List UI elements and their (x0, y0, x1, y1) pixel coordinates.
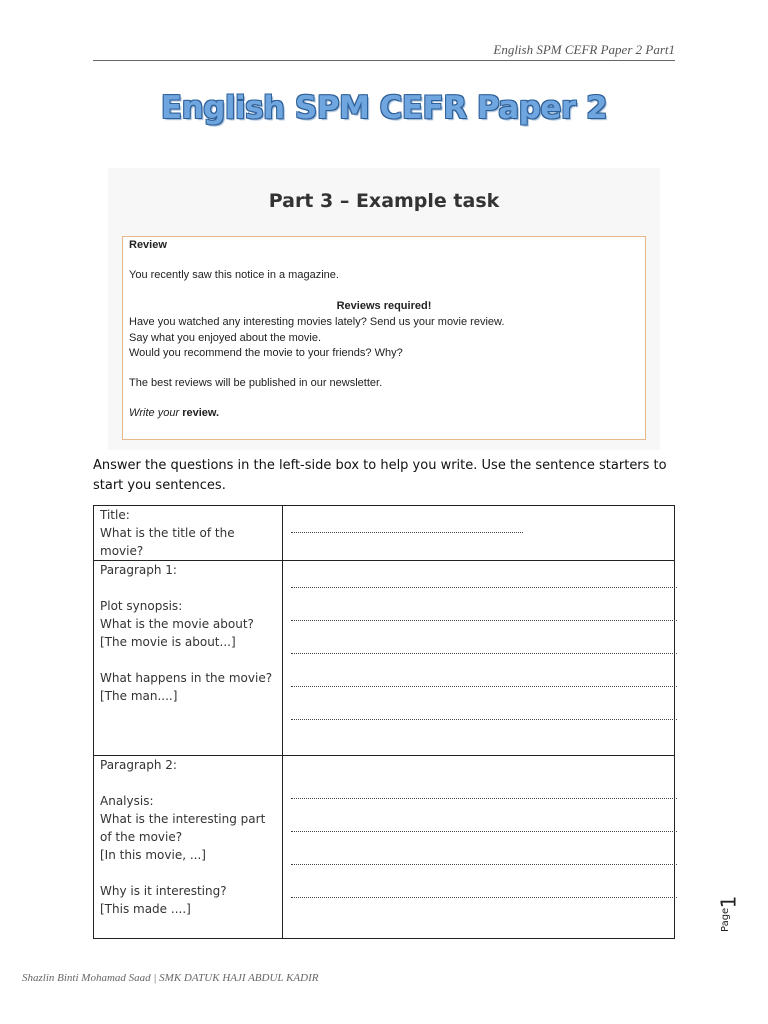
document-title: English SPM CEFR Paper 2 (160, 90, 608, 126)
review-intro: You recently saw this notice in a magazine. (129, 269, 339, 281)
review-notice-box (122, 236, 646, 440)
notice-line: Say what you enjoyed about the movie. (129, 332, 322, 344)
prompt-line: [The man....] (100, 689, 178, 703)
answer-line[interactable] (291, 717, 677, 720)
prompt-line (100, 651, 278, 669)
page-digit: 1 (716, 895, 741, 909)
prompt-line: [The movie is about...] (100, 635, 236, 649)
prompt-line: Paragraph 1: (100, 563, 177, 577)
answer-line[interactable] (291, 618, 677, 621)
prompt-line: What happens in the movie? (100, 671, 273, 685)
notice-line: Have you watched any interesting movies lately? Send us your movie review. (129, 316, 505, 328)
notice-title: Reviews required! (336, 300, 432, 312)
table-row (94, 756, 675, 939)
prompt-cell (94, 506, 283, 561)
answer-line[interactable] (291, 862, 677, 865)
prompt-line (100, 774, 278, 792)
prompt-line: Plot synopsis: (100, 599, 183, 613)
write-prefix: Write your (129, 407, 180, 419)
answer-line[interactable] (291, 829, 677, 832)
answer-line[interactable] (291, 585, 677, 588)
page-number (712, 888, 742, 938)
prompt-line (100, 579, 278, 597)
worksheet-table (93, 505, 675, 939)
notice-closing: The best reviews will be published in our newsletter. (129, 377, 383, 389)
task-heading: Part 3 – Example task (268, 190, 500, 212)
page-footer: Shazlin Binti Mohamad Saad | SMK DATUK HAJI ABDUL KADIR (22, 972, 319, 984)
prompt-line: What is the title of the movie? (100, 526, 235, 558)
answer-cell[interactable] (283, 506, 675, 561)
prompt-line: Analysis: (100, 794, 154, 808)
answer-line[interactable] (291, 530, 523, 533)
prompt-line: [This made ....] (100, 902, 191, 916)
table-row (94, 561, 675, 756)
answer-cell[interactable] (283, 756, 675, 939)
table-row (94, 506, 675, 561)
prompt-line: Title: (100, 508, 130, 522)
answer-line[interactable] (291, 684, 677, 687)
notice-line: Would you recommend the movie to your friends? Why? (129, 347, 403, 359)
page-header (93, 42, 675, 61)
example-task-image (108, 168, 660, 450)
answer-cell[interactable] (283, 561, 675, 756)
header-text: English SPM CEFR Paper 2 Part1 (493, 42, 675, 57)
prompt-cell (94, 561, 283, 756)
page-label: Page (720, 907, 731, 932)
prompt-line: Paragraph 2: (100, 758, 177, 772)
prompt-line: Why is it interesting? (100, 884, 227, 898)
prompt-line: What is the interesting part of the movie? (100, 812, 266, 844)
review-label: Review (129, 239, 167, 251)
prompt-line (100, 864, 278, 882)
prompt-line: What is the movie about? (100, 617, 254, 631)
answer-line[interactable] (291, 651, 677, 654)
answer-line[interactable] (291, 895, 677, 898)
prompt-line: [In this movie, ...] (100, 848, 206, 862)
prompt-cell (94, 756, 283, 939)
write-instruction (129, 407, 219, 419)
instruction-text: Answer the questions in the left-side box to help you write. Use the sentence starters to start you sentences. (93, 458, 667, 493)
write-word: review. (182, 407, 220, 419)
answer-line[interactable] (291, 796, 677, 799)
